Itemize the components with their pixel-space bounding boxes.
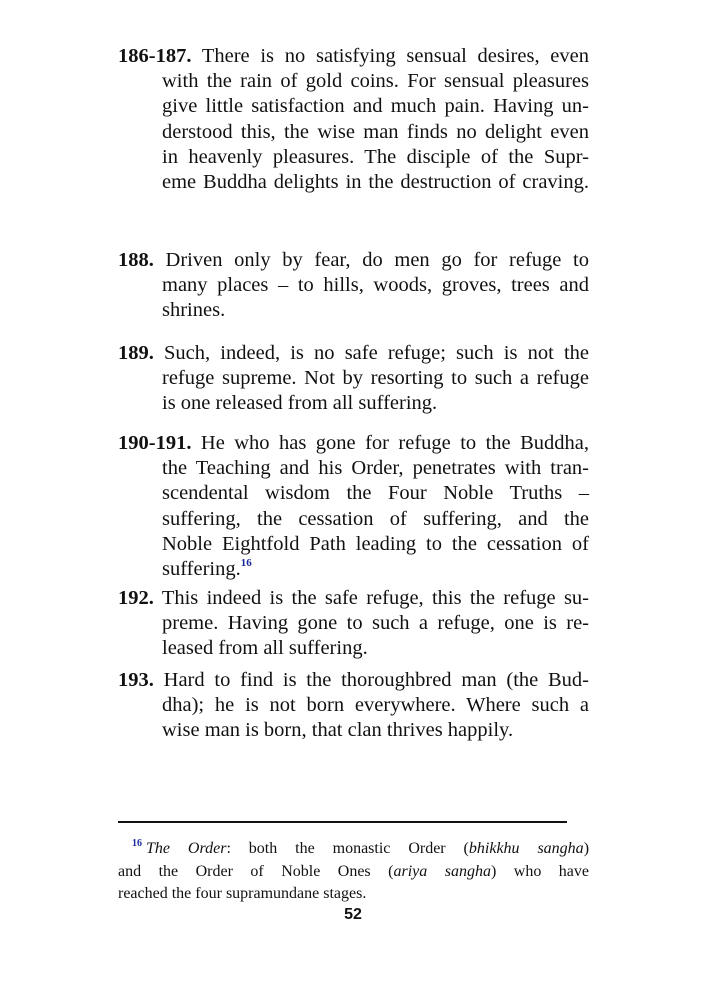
verse-193 <box>118 668 589 744</box>
verse-line: 186-187. There is no satisfying sensual desires, even <box>118 45 589 67</box>
verse-line: leased from all suffering. <box>162 637 368 660</box>
verse-line: is one released from all suffering. <box>162 392 438 415</box>
verse-192 <box>118 586 589 662</box>
footnote-reference[interactable]: 16 <box>240 557 252 570</box>
verse-line: suffering.$^{16}$ <box>162 557 252 581</box>
verse-number: 188. <box>118 249 154 271</box>
verse-line: wise man is born, that clan thrives happily. <box>162 719 514 742</box>
verse-line: Noble Eightfold Path leading to the cessation of <box>162 532 589 555</box>
footnote-16 <box>118 838 589 906</box>
verse-line: many places – to hills, woods, groves, trees and <box>162 274 589 297</box>
verse-line: scendental wisdom the Four Noble Truths – <box>162 482 589 505</box>
page-number: 52 <box>344 906 362 923</box>
footnote-mark: 16 <box>132 838 142 849</box>
verse-number: 192. <box>118 587 154 609</box>
verse-line: with the rain of gold coins. For sensual pleasures <box>162 70 589 93</box>
verse-188 <box>118 248 589 324</box>
verse-number: 190-191. <box>118 432 192 454</box>
verse-line: the Teaching and his Order, penetrates with tran- <box>162 457 589 480</box>
verse-line: 193. Hard to find is the thoroughbred man (the Bud- <box>118 669 590 691</box>
footnote-term: The Order <box>146 840 227 857</box>
footnote-divider <box>118 821 567 823</box>
verse-line: dha); he is not born everywhere. Where such a <box>162 694 589 717</box>
verse-line: shrines. <box>162 299 226 322</box>
verse-line: 190-191. He who has gone for refuge to the Buddha, <box>118 432 590 454</box>
verse-line: derstood this, the wise man finds no delight even <box>162 120 589 143</box>
verse-186-187 <box>118 44 589 195</box>
verse-line: 189. Such, indeed, is no safe refuge; such is not the <box>118 342 590 364</box>
verse-190-191 <box>118 431 589 582</box>
footnote-line: $^{16}$ The Order: both the monastic Order (bhikkhu sangha) <box>118 838 589 861</box>
verse-189 <box>118 341 589 417</box>
verse-line: 188. Driven only by fear, do men go for refuge to <box>118 249 590 271</box>
verse-line: refuge supreme. Not by resorting to such a refuge <box>162 367 589 390</box>
verse-line: in heavenly pleasures. The disciple of the Supr- <box>162 145 589 168</box>
verse-number: 186-187. <box>118 45 192 67</box>
verse-number: 189. <box>118 342 154 364</box>
verse-line: eme Buddha delights in the destruction of craving. <box>162 171 589 194</box>
footnote-line: reached the four supramundane stages. <box>118 885 367 902</box>
verse-line: preme. Having gone to such a refuge, one is re- <box>162 612 589 635</box>
footnote-line: and the Order of Noble Ones (ariya sangha) who have <box>118 862 589 880</box>
verse-line: 192. This indeed is the safe refuge, this the refuge su- <box>118 587 589 609</box>
verse-line: suffering, the cessation of suffering, and the <box>162 507 589 530</box>
verse-number: 193. <box>118 669 154 691</box>
verse-line: give little satisfaction and much pain. Having un- <box>162 95 589 118</box>
